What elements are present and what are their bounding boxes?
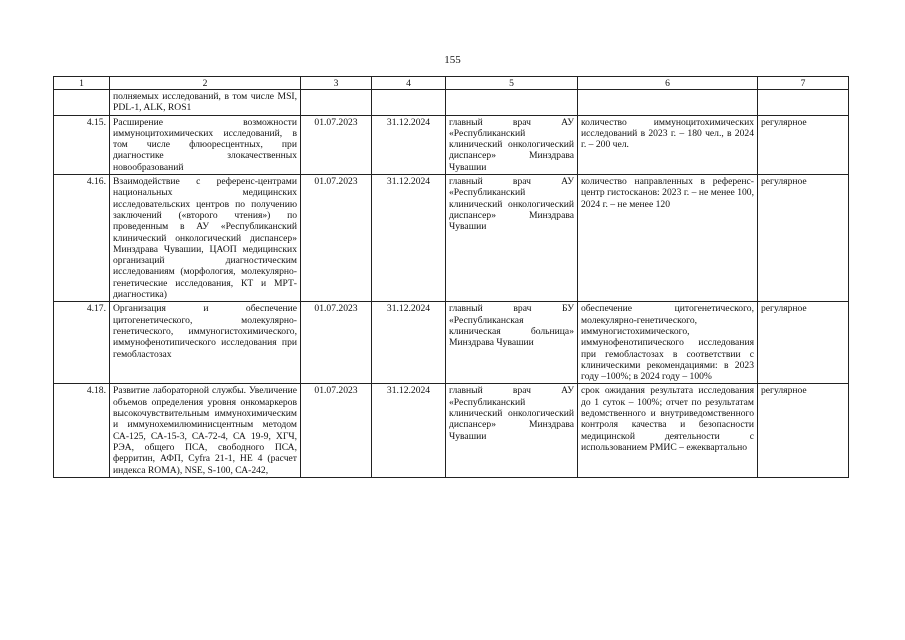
row-number-cell: 4.16. — [54, 175, 110, 302]
table-row — [54, 115, 849, 174]
table-row-continuation — [54, 90, 849, 116]
frequency-cell: регулярное — [758, 115, 849, 174]
end-date-cell: 31.12.2024 — [372, 115, 446, 174]
column-header: 2 — [110, 77, 301, 90]
table-header-row — [54, 77, 849, 90]
responsible-cell: главный врач АУ «Республиканский клинический онкологический диспансер» Минздрава Чувашии — [446, 115, 578, 174]
responsible-cell: главный врач БУ «Республиканская клиническая больница» Минздрава Чувашии — [446, 302, 578, 384]
frequency-cell: регулярное — [758, 384, 849, 477]
indicator-cell: обеспечение цитогенетического, молекулярно-генетического, иммуногистохимического, иммунофенотипического исследования при гемобластозах в соответствии с клиническими рекомендациями: в 2023 году –100%; в 2024 году – 100% — [578, 302, 758, 384]
frequency-cell — [758, 90, 849, 116]
end-date-cell: 31.12.2024 — [372, 384, 446, 477]
column-header: 3 — [301, 77, 372, 90]
end-date-cell: 31.12.2024 — [372, 302, 446, 384]
column-header: 6 — [578, 77, 758, 90]
table-row — [54, 175, 849, 302]
description-cell: Развитие лабораторной службы. Увеличение объемов определения уровня онкомаркеров высокочувствительным иммунохимическим и иммунохемилюминисцентным методом СА-125, СА-15-3, СА-72-4, СА 19-9, ХГЧ, РЭА, общего ПСА, свободного ПСА, ферритин, АФП, Cyfra 21-1, НЕ 4 (расчет индекса ROMA), NSE, S-100, СА-242, — [110, 384, 301, 477]
end-date-cell: 31.12.2024 — [372, 175, 446, 302]
column-header: 7 — [758, 77, 849, 90]
start-date-cell: 01.07.2023 — [301, 302, 372, 384]
table-row — [54, 302, 849, 384]
description-cell: Организация и обеспечение цитогенетического, молекулярно-генетического, иммуногистохимического, иммунофенотипического исследования при гемобластозах — [110, 302, 301, 384]
end-date-cell — [372, 90, 446, 116]
indicator-cell — [578, 90, 758, 116]
indicator-cell: срок ожидания результата исследования до 1 суток – 100%; отчет по результатам ведомственного и внутриведомственного контроля качества и безопасности медицинской деятельности с использованием РМИС – ежеквартально — [578, 384, 758, 477]
indicator-cell: количество иммуноцитохимических исследований в 2023 г. – 180 чел., в 2024 г. – 200 чел. — [578, 115, 758, 174]
responsible-cell: главный врач АУ «Республиканский клинический онкологический диспансер» Минздрава Чувашии — [446, 384, 578, 477]
start-date-cell: 01.07.2023 — [301, 175, 372, 302]
row-number-cell: 4.18. — [54, 384, 110, 477]
description-cell: Взаимодействие с референс-центрами национальных медицинских исследовательских центров по получению заключений («второго чтения») по проведенным в АУ «Республиканский клинический онкологический диспансер» Минздрава Чувашии, ЦАОП медицинских организаций диагностическим исследованиям (морфология, молекулярно-генетические исследования, КТ и МРТ-диагностика) — [110, 175, 301, 302]
frequency-cell: регулярное — [758, 175, 849, 302]
indicator-cell: количество направленных в референс-центр гистосканов: 2023 г. – не менее 100, 2024 г. – не менее 120 — [578, 175, 758, 302]
description-cell: Расширение возможности иммуноцитохимических исследований, в том числе флюоресцентных, при диагностике злокачественных новообразований — [110, 115, 301, 174]
description-cell: полняемых исследований, в том числе MSI, PDL-1, ALK, ROS1 — [110, 90, 301, 116]
start-date-cell: 01.07.2023 — [301, 115, 372, 174]
table-row — [54, 384, 849, 477]
responsible-cell: главный врач АУ «Республиканский клинический онкологический диспансер» Минздрава Чувашии — [446, 175, 578, 302]
start-date-cell — [301, 90, 372, 116]
row-number-cell — [54, 90, 110, 116]
column-header: 1 — [54, 77, 110, 90]
responsible-cell — [446, 90, 578, 116]
start-date-cell: 01.07.2023 — [301, 384, 372, 477]
activity-plan-table — [53, 76, 849, 478]
row-number-cell: 4.15. — [54, 115, 110, 174]
row-number-cell: 4.17. — [54, 302, 110, 384]
frequency-cell: регулярное — [758, 302, 849, 384]
column-header: 4 — [372, 77, 446, 90]
column-header: 5 — [446, 77, 578, 90]
page-number: 155 — [444, 54, 461, 66]
